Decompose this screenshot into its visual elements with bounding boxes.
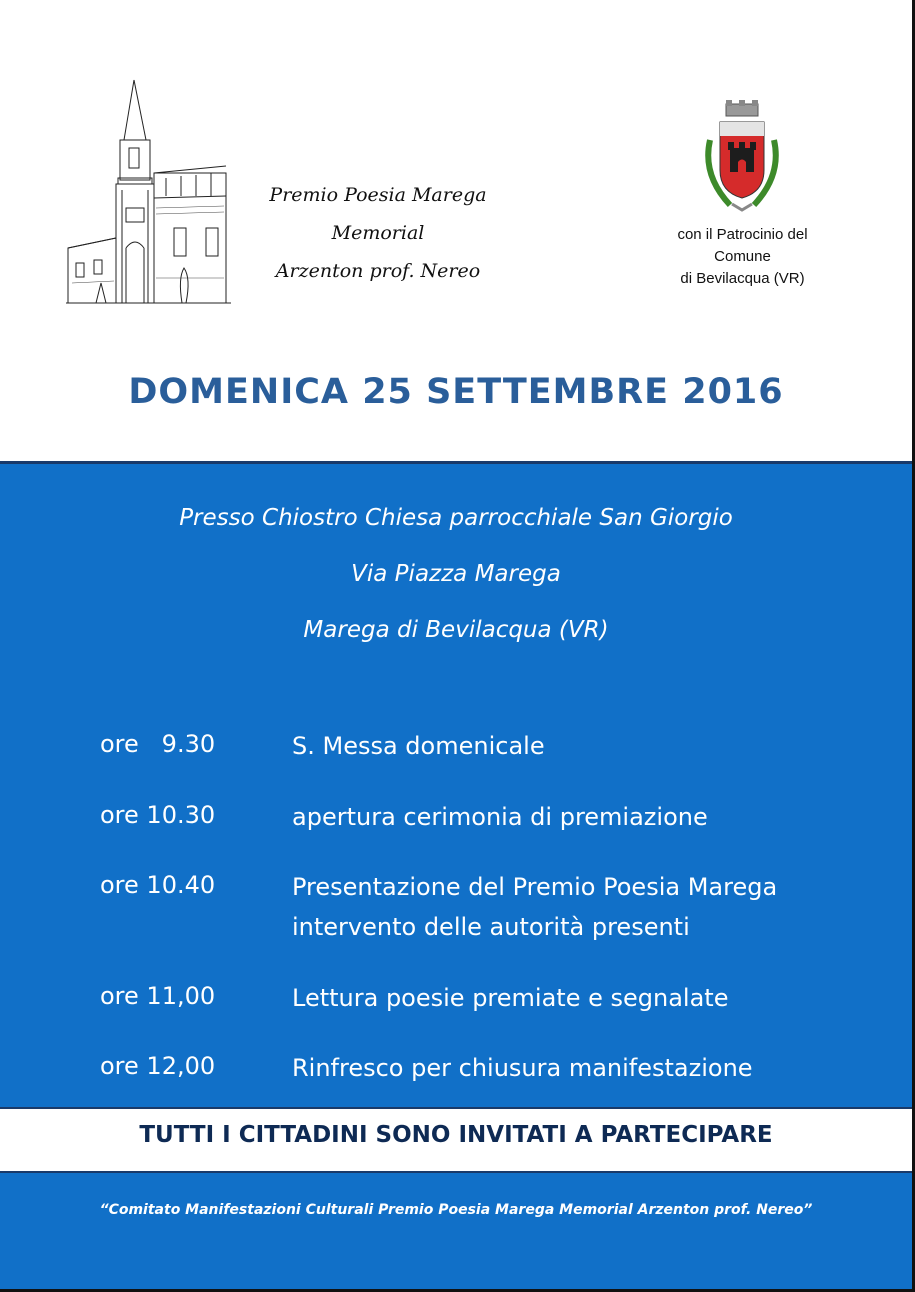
schedule-time: ore 10.40 (100, 871, 216, 899)
municipal-crest (700, 100, 784, 218)
schedule-desc: Presentazione del Premio Poesia Marega (292, 873, 778, 901)
venue-line: Presso Chiostro Chiesa parrocchiale San Giorgio (179, 505, 733, 531)
schedule-desc: S. Messa domenicale (292, 732, 545, 760)
invite-text: TUTTI I CITTADINI SONO INVITATI A PARTECIPARE (139, 1122, 773, 1148)
premio-line: Premio Poesia Marega (269, 184, 487, 206)
patrocinio-line: di Bevilacqua (VR) (680, 270, 805, 287)
patrocinio-text (640, 224, 845, 290)
premio-line: Arzenton prof. Nereo (275, 260, 481, 282)
patrocinio-line: Comune (714, 248, 771, 265)
venue-line: Marega di Bevilacqua (VR) (303, 617, 609, 643)
schedule-time: ore 12,00 (100, 1052, 216, 1080)
schedule-time: ore 10.30 (100, 801, 216, 829)
venue-line: Via Piazza Marega (351, 561, 561, 587)
footer-panel (0, 1173, 912, 1289)
schedule-time: ore 9.30 (100, 730, 216, 758)
schedule-time: ore 11,00 (100, 982, 216, 1010)
church-illustration (66, 78, 231, 306)
premio-line: Memorial (331, 222, 425, 244)
schedule-desc: Rinfresco per chiusura manifestazione (292, 1054, 753, 1082)
schedule-desc: apertura cerimonia di premiazione (292, 803, 708, 831)
event-date-heading: DOMENICA 25 SETTEMBRE 2016 (128, 372, 784, 412)
footer-committee-text: “Comitato Manifestazioni Culturali Premio Poesia Marega Memorial Arzenton prof. Nereo” (99, 1202, 813, 1218)
schedule-desc: intervento delle autorità presenti (292, 913, 690, 941)
patrocinio-line: con il Patrocinio del (677, 226, 808, 243)
premio-title (232, 176, 524, 290)
schedule-desc: Lettura poesie premiate e segnalate (292, 984, 729, 1012)
